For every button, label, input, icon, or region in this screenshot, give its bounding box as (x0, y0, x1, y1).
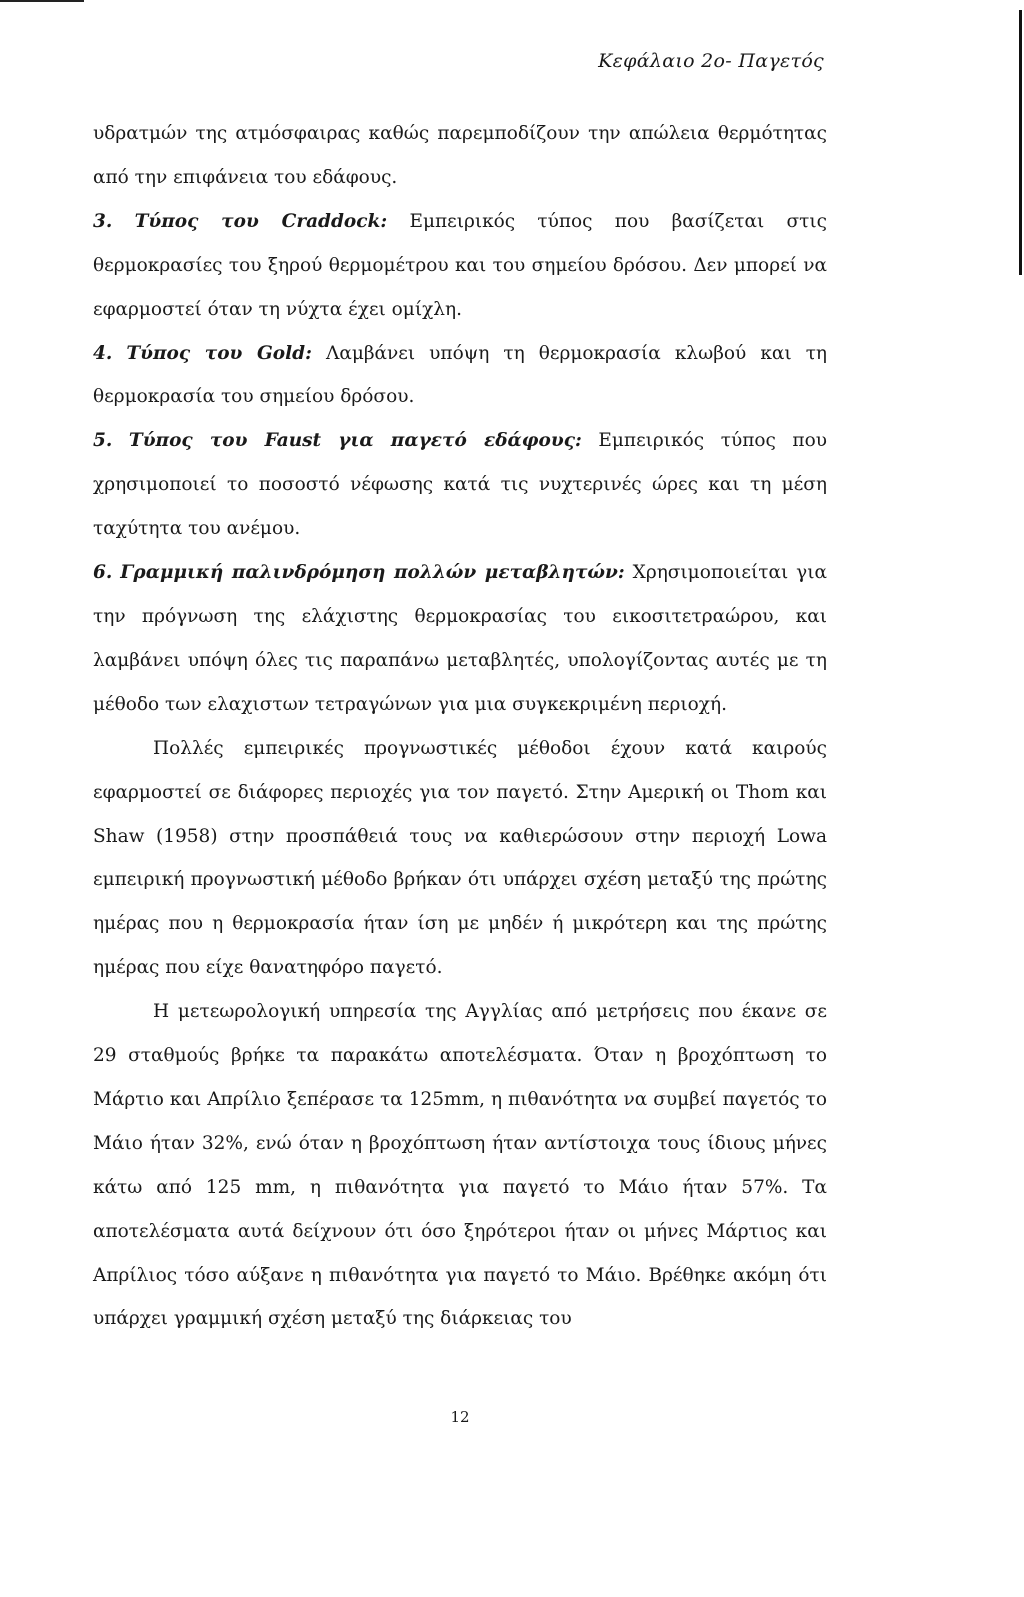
item-number: 6. (93, 562, 113, 584)
list-item-6 (93, 551, 827, 727)
item-text: Λαμβάνει υπόψη τη θερμοκρασία κλωβού και τη θερμοκρασία του σημείου δρόσου. (93, 342, 828, 408)
body-paragraph-2: Η μετεωρολογική υπηρεσία της Αγγλίας από μετρήσεις που έκανε σε 29 σταθμούς βρήκε τα παρακάτω αποτελέσματα. Όταν η βροχόπτωση το Μάρτιο και Απρίλιο ξεπέρασε τα 125mm, η πιθανότητα να συμβεί παγετός το Μάιο ήταν 32%, ενώ όταν η βροχόπτωση ήταν αντίστοιχα τους ίδιους μήνες κάτω από 125 mm, η πιθανότητα για παγετό το Μάιο ήταν 57%. Τα αποτελέσματα αυτά δείχνουν ότι όσο ξηρότεροι ήταν οι μήνες Μάρτιος και Απρίλιος τόσο αύξανε η πιθανότητα για παγετό το Μάιο. Βρέθηκε ακόμη ότι υπάρχει γραμμική σχέση μεταξύ της διάρκειας του (93, 1001, 827, 1330)
item-title: Γραμμική παλινδρόμηση πολλών μεταβλητών: (120, 562, 625, 584)
list-item-5 (93, 419, 827, 551)
item-title: Τύπος του Craddock: (134, 210, 388, 232)
item-text: Εμπειρικός τύπος που χρησιμοποιεί το ποσοστό νέφωσης κατά τις νυχτερινές ώρες και τη μέση ταχύτητα του ανέμου. (93, 430, 827, 540)
item-number: 4. (93, 342, 113, 364)
item-title: Τύπος του Gold: (126, 342, 312, 364)
item-title: Τύπος του Faust για παγετό εδάφους: (128, 430, 582, 452)
page-edge-line (1019, 10, 1022, 275)
body-paragraph-1: Πολλές εμπειρικές προγνωστικές μέθοδοι έχουν κατά καιρούς εφαρμοστεί σε διάφορες περιοχές για τον παγετό. Στην Αμερική οι Thom και Shaw (1958) στην προσπάθειά τους να καθιερώσουν στην περιοχή Lowa εμπειρική προγνωστική μέθοδο βρήκαν ότι υπάρχει σχέση μεταξύ της πρώτης ημέρας που η θερμοκρασία ήταν ίση με μηδέν ή μικρότερη και της πρώτης ημέρας που είχε θανατηφόρο παγετό. (93, 737, 827, 979)
list-item-3 (93, 200, 827, 332)
top-rule (0, 0, 84, 2)
page-number: 12 (450, 1408, 470, 1426)
page-body (93, 112, 827, 1341)
list-item-4 (93, 332, 827, 420)
item-number: 5. (93, 430, 113, 452)
item-text: Χρησιμοποιείται για την πρόγνωση της ελάχιστης θερμοκρασίας του εικοσιτετραώρου, και λαμβάνει υπόψη όλες τις παραπάνω μεταβλητές, υπολογίζοντας αυτές με τη μέθοδο των ελαχιστων τετραγώνων για μια συγκεκριμένη περιοχή. (93, 562, 827, 715)
item-text: Εμπειρικός τύπος που βασίζεται στις θερμοκρασίες του ξηρού θερμομέτρου και του σημείου δρόσου. Δεν μπορεί να εφαρμοστεί όταν τη νύχτα έχει ομίχλη. (93, 210, 827, 320)
item-number: 3. (93, 210, 113, 232)
running-header: Κεφάλαιο 2ο- Παγετός (598, 50, 824, 72)
intro-paragraph: υδρατμών της ατμόσφαιρας καθώς παρεμποδίζουν την απώλεια θερμότητας από την επιφάνεια του εδάφους. (93, 123, 827, 188)
